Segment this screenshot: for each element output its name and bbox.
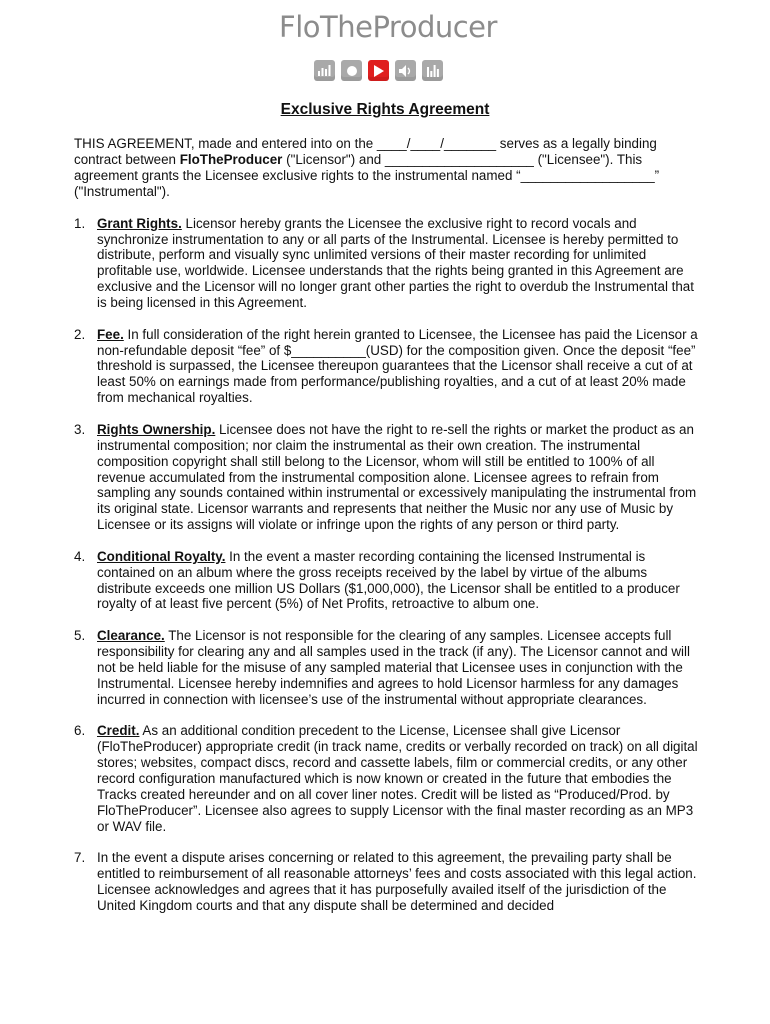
- record-icon: [341, 60, 362, 81]
- clause-heading: Fee.: [97, 326, 124, 342]
- clause-item: [74, 850, 698, 914]
- bar-chart-icon: [314, 60, 335, 81]
- clause-item: [74, 549, 698, 613]
- clause-heading: Rights Ownership.: [97, 421, 216, 437]
- clause-item: [74, 327, 698, 407]
- clause-text: In the event a master recording containing the licensed Instrumental is contained on an album where the gross receipts received by the label by virtue of the albums distribute exceeds one million US Dollars ($1,000,000), the Licensor shall be entitled to a producer royalty of at least five percent (5%) of Net Profits, retroactive to album one.: [97, 548, 680, 612]
- clause-text: Licensee does not have the right to re-sell the rights or market the product as an instrumental composition; nor claim the instrumental as their own creation. The instrumental composition copyright shall still belong to the Licensor, whom will still be entitled to 100% of all revenue accumulated from the instrumental composition alone. Licensee agrees to refrain from sampling any sounds contained within instrumental or excessively manipulating the instrumental from its original state. Licensor warrants and represents that neither the Music nor any use of Music by Licensee or its assigns will violate or infringe upon the rights of any person or third party.: [97, 421, 697, 533]
- brand-logo: [268, 10, 508, 88]
- clause-text: Licensor hereby grants the Licensee the exclusive right to record vocals and synchronize instrumentation to any or all parts of the Instrumental. Licensee is hereby permitted to distribute, perform and visually sync unlimited versions of their master recording for unlimited profitable use, worldwide. Licensee understands that the rights being granted in this Agreement are exclusive and the Licensor will no longer grant other parties the right to overdub the Instrumental that is being licensed in this Agreement.: [97, 215, 694, 311]
- intro-text-part1: THIS AGREEMENT, made and entered into on the ____/____/_______ serves as a legally binding contract between: [74, 136, 657, 167]
- clause-heading: Grant Rights.: [97, 215, 182, 231]
- clause-list: [74, 216, 698, 914]
- clause-number: 1.: [74, 215, 86, 231]
- clause-heading: Conditional Royalty.: [97, 548, 226, 564]
- document-title: Exclusive Rights Agreement: [280, 101, 490, 118]
- agreement-body: [74, 136, 698, 929]
- clause-heading: Credit.: [97, 723, 140, 739]
- equalizer-icon: [422, 60, 443, 81]
- clause-text: In the event a dispute arises concerning or related to this agreement, the prevailing party shall be entitled to reimbursement of all reasonable attorneys’ fees and costs associated with this legal action. Licensee acknowledges and agrees that it has purposefully availed itself of the jurisdiction of the United Kingdom courts and that any dispute shall be determined and decided: [97, 850, 697, 913]
- clause-text: The Licensor is not responsible for the clearing of any samples. Licensee accepts full responsibility for clearing any and all samples used in the track (if any). The Licensor cannot and will not be held liable for the misuse of any sampled material that Licensee uses in conjunction with the Instrumental. Licensee hereby indemnifies and agrees to hold Licensor harmless for any damages incurred in connection with licensee’s use of the instrumental without appropriate clearances.: [97, 627, 690, 707]
- play-icon: [368, 60, 389, 81]
- logo-icon-row: [314, 60, 443, 81]
- clause-item: [74, 628, 698, 708]
- clause-item: [74, 723, 698, 834]
- intro-paragraph: [74, 136, 698, 200]
- clause-number: 2.: [74, 326, 86, 342]
- clause-number: 6.: [74, 723, 86, 739]
- clause-heading: Clearance.: [97, 627, 165, 643]
- clause-item: [74, 216, 698, 311]
- clause-text: In full consideration of the right herein granted to Licensee, the Licensee has paid the Licensor a non-refundable deposit “fee” of $__________(USD) for the composition given. Once the deposit “fee” threshold is surpassed, the Licensee thereupon guarantees that the Licensor shall receive a cut of at least 50% on earnings made from performance/publishing royalties, and a cut of at least 20% made from mechanical royalties.: [97, 326, 698, 406]
- clause-number: 7.: [74, 850, 86, 865]
- clause-number: 4.: [74, 548, 86, 564]
- clause-text: As an additional condition precedent to the License, Licensee shall give Licensor (FloTheProducer) appropriate credit (in track name, credits or verbally recorded on track) on all digital stores; websites, compact discs, record and cassette labels, film or commercial credits, or any other record configuration manufactured which is now known or created in the future that embodies the Tracks created hereunder and on all cover liner notes. Credit will be listed as “Produced/Prod. by FloTheProducer”. Licensee also agrees to supply Licensor with the final master recording as an MP3 or WAV file.: [97, 723, 698, 834]
- clause-item: [74, 422, 698, 533]
- intro-text-part2: ("Licensor") and ____________________ ("Licensee"). This agreement grants the Licensee exclusive rights to the instrumental named “__________________” ("Instrumental").: [74, 151, 660, 199]
- clause-number: 5.: [74, 627, 86, 643]
- brand-logo-text: FloTheProducer: [279, 10, 497, 44]
- clause-number: 3.: [74, 421, 86, 437]
- licensor-name: FloTheProducer: [179, 151, 283, 167]
- volume-icon: [395, 60, 416, 81]
